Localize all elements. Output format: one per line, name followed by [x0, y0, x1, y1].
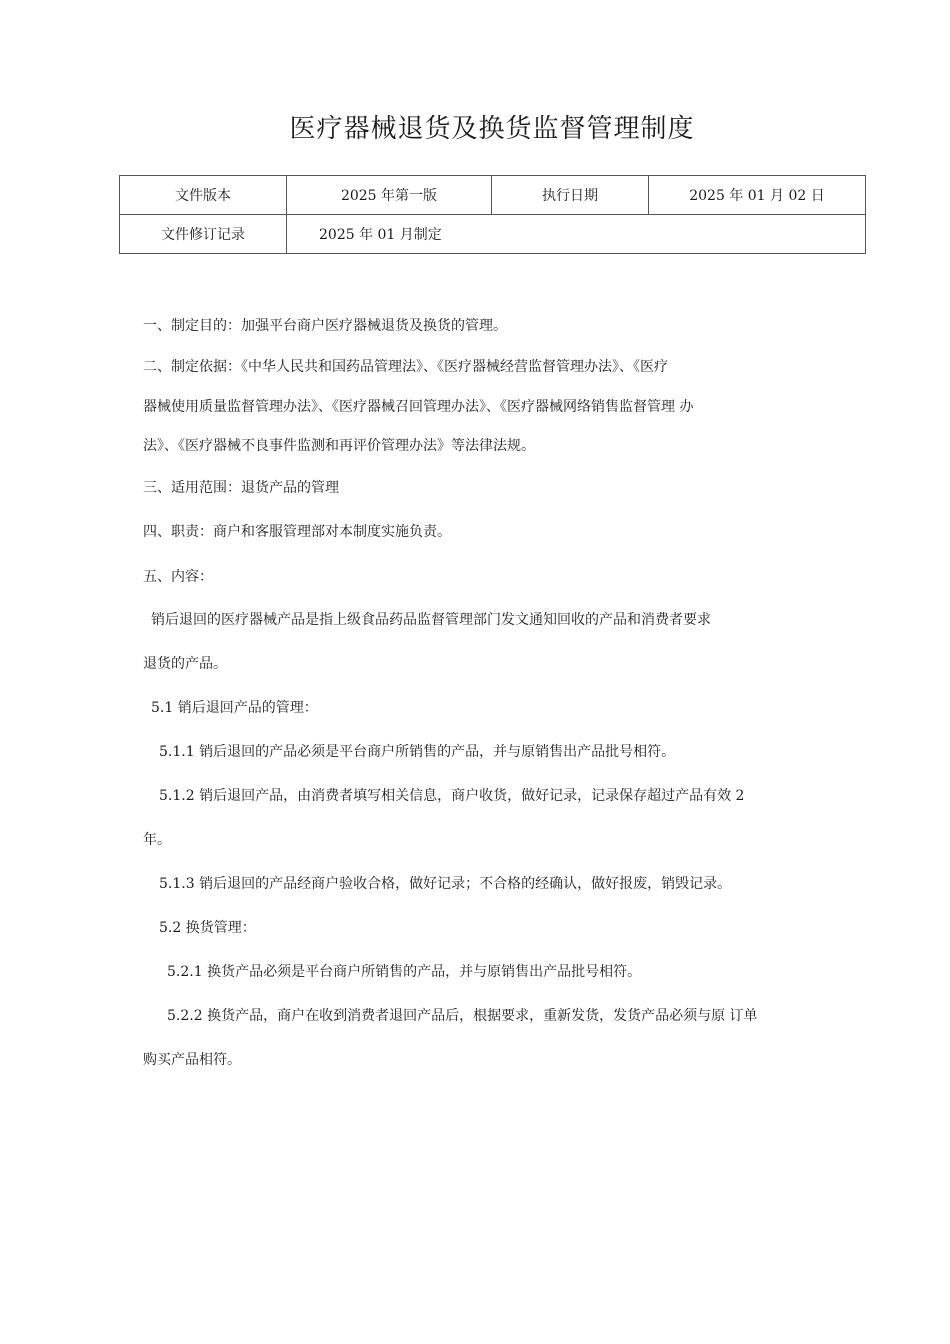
date-value-cell: 2025 年 01 月 02 日	[649, 176, 866, 215]
section-5-2-heading: 5.2 换货管理：	[159, 920, 256, 936]
clause-5-1-2-line-2: 年。	[143, 832, 171, 848]
section-5-1-heading: 5.1 销后退回产品的管理：	[151, 700, 318, 716]
clause-5-2-2-line-1: 5.2.2 换货产品，商户在收到消费者退回产品后，根据要求，重新发货，发货产品必须与原 订单	[167, 1008, 758, 1024]
content-heading: 五、内容：	[143, 569, 213, 585]
clause-5-2-2-line-2: 购买产品相符。	[143, 1052, 241, 1068]
revision-value-cell: 2025 年 01 月制定	[287, 215, 866, 254]
document-title: 医疗器械退货及换货监督管理制度	[289, 114, 695, 144]
version-label-cell: 文件版本	[120, 176, 287, 215]
version-value-cell: 2025 年第一版	[287, 176, 492, 215]
table-row	[120, 215, 866, 254]
content-intro-line-1: 销后退回的医疗器械产品是指上级食品药品监督管理部门发文通知回收的产品和消费者要求	[151, 612, 711, 628]
responsibility-paragraph: 四、职责：商户和客服管理部对本制度实施负责。	[143, 524, 451, 540]
clause-5-1-2-line-1: 5.1.2 销后退回产品，由消费者填写相关信息，商户收货，做好记录，记录保存超过产品有效 2	[159, 788, 745, 804]
purpose-paragraph: 一、制定目的：加强平台商户医疗器械退货及换货的管理。	[143, 318, 507, 334]
basis-paragraph-line-1: 二、制定依据：《中华人民共和国药品管理法》、《医疗器械经营监督管理办法》、《医疗	[143, 359, 668, 375]
basis-paragraph-line-2: 器械使用质量监督管理办法》、《医疗器械召回管理办法》、《医疗器械网络销售监督管理 办	[143, 399, 694, 415]
content-intro-line-2: 退货的产品。	[143, 656, 227, 672]
date-label-cell: 执行日期	[492, 176, 649, 215]
clause-5-1-3: 5.1.3 销后退回的产品经商户验收合格，做好记录；不合格的经确认，做好报废，销毁记录。	[159, 876, 732, 892]
clause-5-1-1: 5.1.1 销后退回的产品必须是平台商户所销售的产品，并与原销售出产品批号相符。	[159, 744, 676, 760]
document-info-table	[119, 175, 866, 254]
basis-paragraph-line-3: 法》、《医疗器械不良事件监测和再评价管理办法》等法律法规。	[143, 438, 535, 454]
clause-5-2-1: 5.2.1 换货产品必须是平台商户所销售的产品，并与原销售出产品批号相符。	[167, 964, 642, 980]
revision-label-cell: 文件修订记录	[120, 215, 287, 254]
scope-paragraph: 三、适用范围：退货产品的管理	[143, 480, 339, 496]
table-row	[120, 176, 866, 215]
